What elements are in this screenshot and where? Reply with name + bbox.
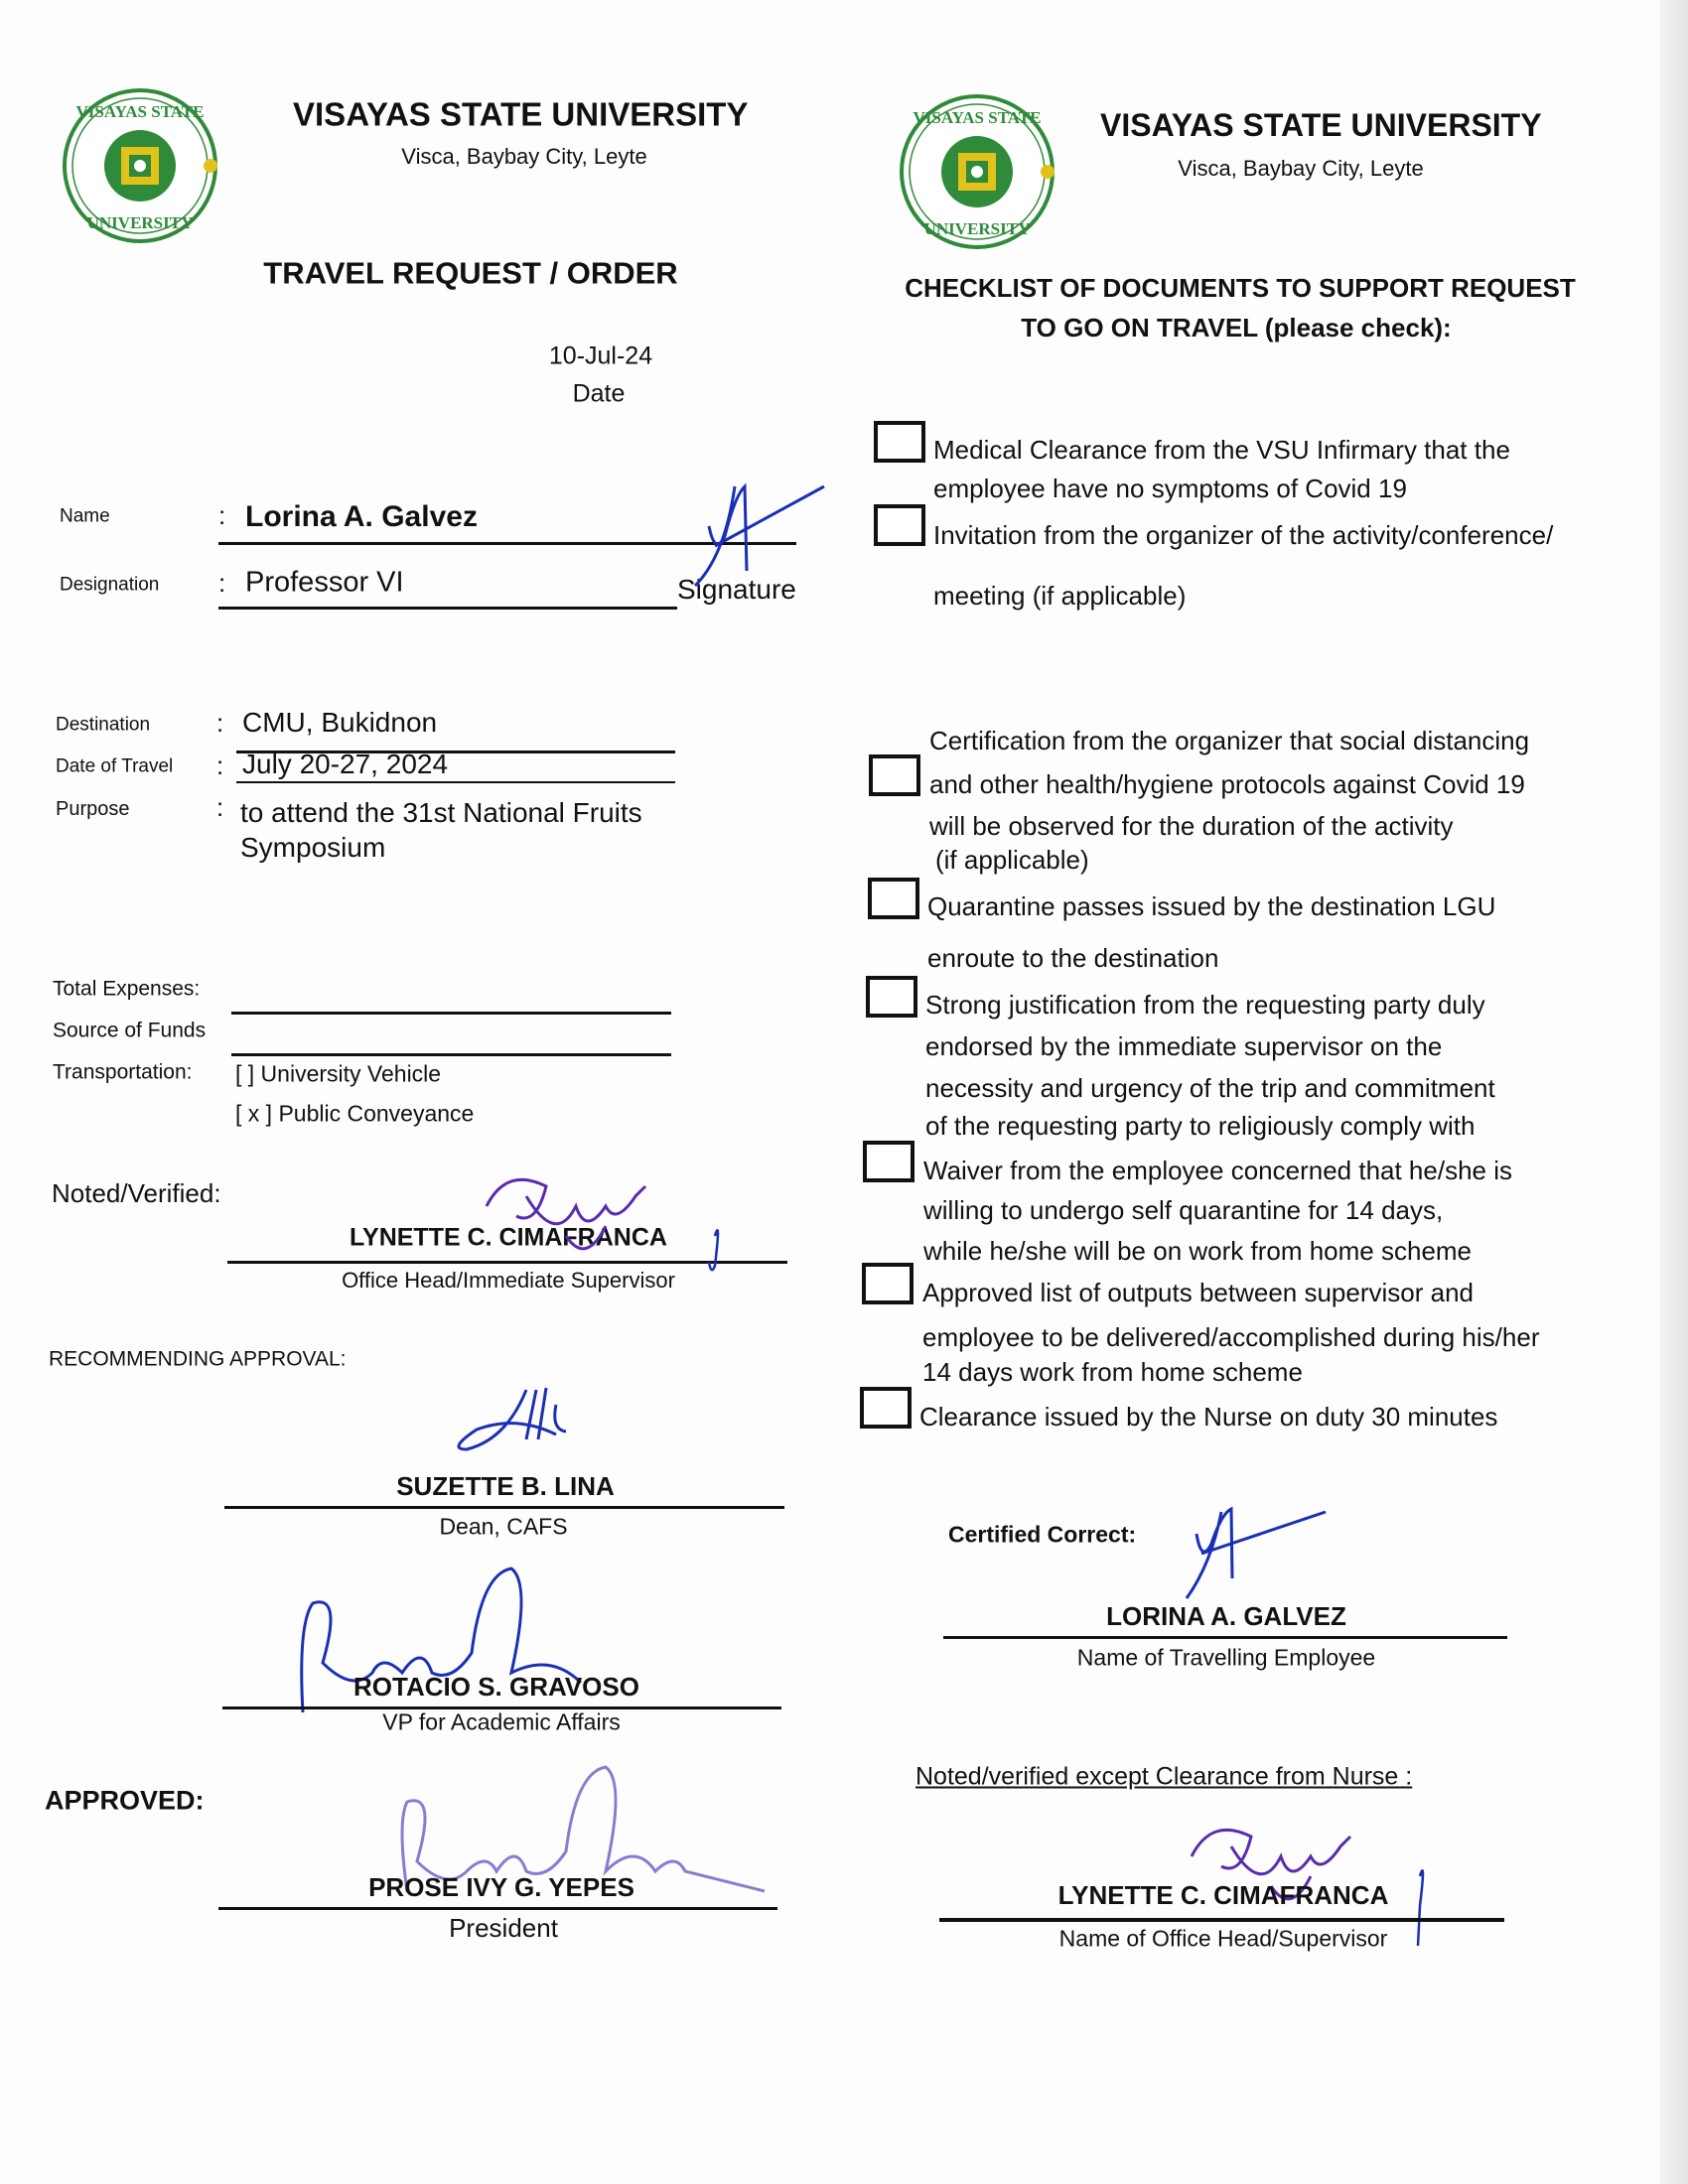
checklist-item-text: Medical Clearance from the VSU Infirmary that the (933, 435, 1510, 465)
checklist-checkbox-6[interactable] (863, 1141, 914, 1182)
checklist-item-text: will be observed for the duration of the activity (929, 811, 1454, 841)
approved-label: APPROVED: (45, 1785, 205, 1816)
checklist-item-text: Quarantine passes issued by the destination LGU (927, 891, 1496, 921)
transport-university-vehicle-checkbox[interactable]: [ ] University Vehicle (235, 1060, 442, 1087)
designation-label: Designation (60, 574, 160, 596)
signature-galvez (685, 477, 834, 625)
checklist-item-text: Invitation from the organizer of the activity/conference/ (933, 520, 1554, 550)
checklist-item-text: endorsed by the immediate supervisor on the (925, 1031, 1443, 1061)
colon: : (216, 751, 224, 780)
svg-text:UNIVERSITY: UNIVERSITY (923, 219, 1031, 238)
purpose-label: Purpose (56, 798, 130, 820)
noted-signatory-title: Office Head/Immediate Supervisor (342, 1268, 675, 1293)
supervisor-caption: Name of Office Head/Supervisor (1058, 1925, 1388, 1952)
checklist-heading-line2: TO GO ON TRAVEL (please check): (1021, 313, 1452, 342)
colon: : (218, 500, 226, 530)
designation-underline (218, 607, 677, 610)
colon: : (218, 568, 226, 598)
approver-name: PROSE IVY G. YEPES (368, 1872, 634, 1902)
recommending-approval-label: RECOMMENDING APPROVAL: (49, 1347, 347, 1371)
signature-label: Signature (677, 574, 796, 605)
date-of-travel-field[interactable]: July 20-27, 2024 (242, 749, 449, 779)
name-field[interactable]: Lorina A. Galvez (245, 500, 478, 533)
checklist-checkbox-7[interactable] (862, 1263, 914, 1304)
university-seal-icon (62, 87, 218, 244)
signature-galvez (1177, 1504, 1336, 1603)
signature-lina (447, 1380, 596, 1459)
employee-name: LORINA A. GALVEZ (1106, 1601, 1346, 1631)
checklist-checkbox-8[interactable] (860, 1387, 912, 1429)
recommender-2-name: ROTACIO S. GRAVOSO (353, 1672, 639, 1702)
page-edge-shadow (1660, 0, 1688, 2184)
university-address: Visca, Baybay City, Leyte (1178, 156, 1424, 181)
total-expenses-field[interactable] (231, 1012, 671, 1015)
university-address: Visca, Baybay City, Leyte (401, 144, 647, 169)
signature-line (218, 1907, 777, 1910)
checklist-checkbox-1[interactable] (874, 421, 925, 463)
designation-field[interactable]: Professor VI (245, 566, 404, 599)
signature-line (943, 1636, 1507, 1639)
checklist-item-text: employee have no symptoms of Covid 19 (933, 474, 1407, 503)
checklist-item-text: Strong justification from the requesting party duly (925, 990, 1485, 1020)
university-seal-icon (899, 93, 1055, 250)
checklist-item-text: willing to undergo self quarantine for 14 days, (923, 1195, 1444, 1225)
signature-line (224, 1506, 784, 1509)
form-title: TRAVEL REQUEST / ORDER (263, 255, 678, 291)
svg-text:VISAYAS STATE: VISAYAS STATE (75, 102, 205, 121)
checklist-checkbox-3[interactable] (869, 754, 920, 796)
university-name: VISAYAS STATE UNIVERSITY (293, 95, 749, 133)
request-date-value: 10-Jul-24 (548, 341, 653, 370)
recommender-1-title: Dean, CAFS (439, 1513, 568, 1540)
noted-except-label: Noted/verified except Clearance from Nurse : (915, 1762, 1413, 1791)
signature-line (939, 1918, 1504, 1922)
checklist-item-text: 14 days work from home scheme (922, 1357, 1303, 1387)
source-of-funds-label: Source of Funds (53, 1019, 207, 1042)
name-label: Name (60, 505, 110, 527)
university-name: VISAYAS STATE UNIVERSITY (1100, 107, 1542, 143)
svg-text:VISAYAS STATE: VISAYAS STATE (913, 108, 1042, 127)
approver-title: President (449, 1913, 558, 1943)
checklist-item-text: while he/she will be on work from home scheme (923, 1236, 1473, 1266)
checklist-item-text: Certification from the organizer that social distancing (929, 726, 1530, 755)
destination-label: Destination (56, 714, 151, 736)
checklist-item-text: and other health/hygiene protocols against Covid 19 (929, 769, 1525, 799)
noted-verified-label: Noted/Verified: (52, 1178, 221, 1208)
checklist-checkbox-4[interactable] (868, 878, 919, 919)
date-of-travel-label: Date of Travel (56, 755, 174, 777)
date-of-travel-underline (236, 781, 675, 783)
certified-correct-label: Certified Correct: (948, 1521, 1137, 1548)
noted-signatory-name: LYNETTE C. CIMAFRANCA (350, 1223, 667, 1252)
purpose-field-line2[interactable]: Symposium (240, 832, 386, 863)
checklist-heading-line1: CHECKLIST OF DOCUMENTS TO SUPPORT REQUEST (905, 273, 1576, 303)
checklist-item-text: of the requesting party to religiously comply with (925, 1111, 1476, 1141)
checklist-item-text: employee to be delivered/accomplished during his/her (922, 1322, 1540, 1352)
checklist-item-text: Waiver from the employee concerned that he/she is (923, 1156, 1512, 1185)
supervisor-name: LYNETTE C. CIMAFRANCA (1057, 1880, 1389, 1910)
checklist-item-text: Approved list of outputs between supervisor and (922, 1278, 1475, 1307)
destination-field[interactable]: CMU, Bukidnon (242, 707, 438, 738)
signature-cimafranca (467, 1166, 745, 1286)
checklist-checkbox-5[interactable] (866, 976, 917, 1018)
purpose-field-line1[interactable]: to attend the 31st National Fruits (240, 797, 642, 828)
colon: : (216, 708, 224, 738)
checklist-item-text: (if applicable) (935, 845, 1089, 875)
svg-text:UNIVERSITY: UNIVERSITY (86, 213, 194, 232)
employee-caption: Name of Travelling Employee (1076, 1644, 1376, 1671)
source-of-funds-field[interactable] (231, 1053, 671, 1056)
checklist-item-text: meeting (if applicable) (933, 581, 1187, 611)
colon: : (216, 792, 224, 822)
checklist-item-text: necessity and urgency of the trip and commitment (925, 1073, 1495, 1103)
checklist-item-text: Clearance issued by the Nurse on duty 30 minutes (919, 1402, 1498, 1432)
recommender-1-name: SUZETTE B. LINA (396, 1471, 615, 1501)
total-expenses-label: Total Expenses: (53, 977, 201, 1001)
transportation-label: Transportation: (53, 1060, 193, 1084)
transport-public-conveyance-checkbox[interactable]: [ x ] Public Conveyance (235, 1100, 475, 1127)
request-date-label: Date (572, 379, 626, 408)
recommender-2-title: VP for Academic Affairs (382, 1708, 621, 1735)
checklist-checkbox-2[interactable] (874, 504, 925, 546)
checklist-item-text: enroute to the destination (927, 943, 1219, 973)
